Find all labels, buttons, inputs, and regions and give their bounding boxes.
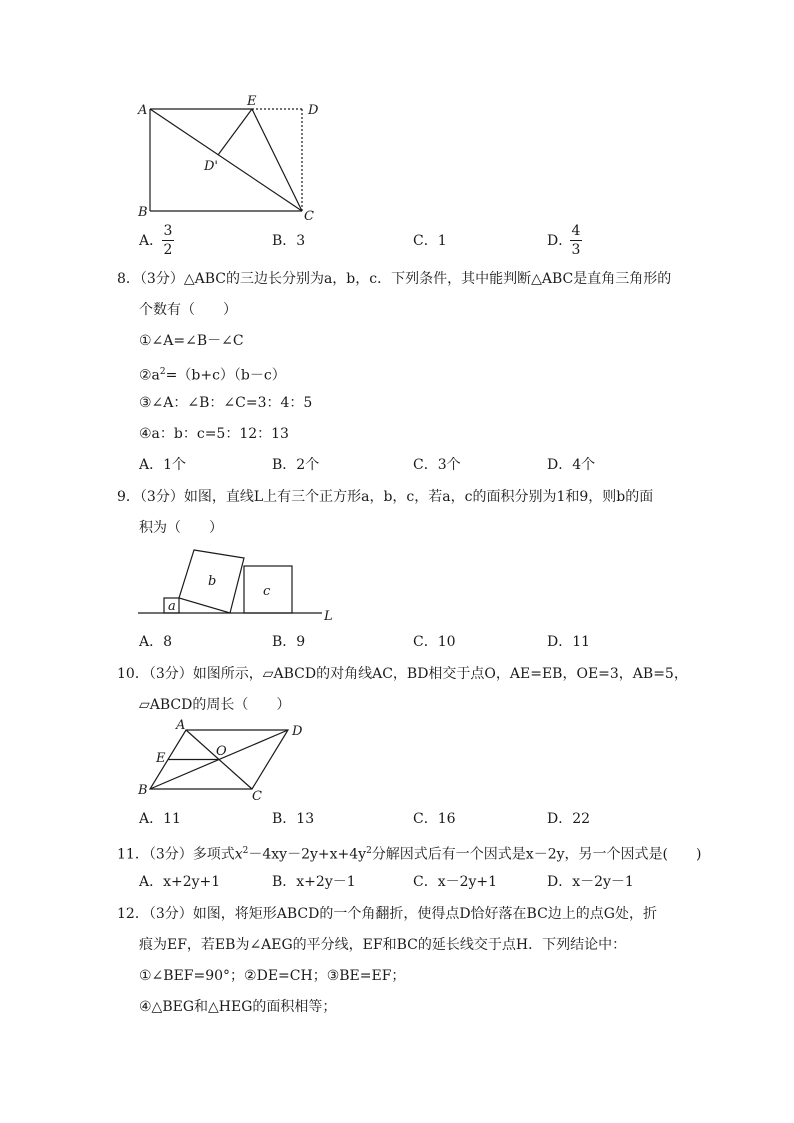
label-E: E	[156, 751, 166, 766]
q12-stem-line3: ①∠BEF=90°；②DE=CH；③BE=EF；	[139, 968, 406, 984]
q8-item-2-sup: 2	[159, 367, 166, 377]
q11-x: x	[234, 846, 243, 863]
label-L: L	[324, 609, 333, 624]
figure-q9-squares-on-line	[130, 540, 350, 630]
q7-option-b[interactable]: B．3	[272, 233, 306, 249]
q9-option-b[interactable]: B．9	[272, 634, 306, 650]
label-B: B	[138, 205, 148, 220]
q8-item-4: ④a：b：c=5：12：13	[139, 426, 289, 442]
q10-stem-line2: ▱ABCD的周长（ ）	[139, 697, 291, 713]
q11-post: 分解因式后有一个因式是x－2y，另一个因式是( )	[371, 846, 702, 863]
label-O: O	[216, 744, 227, 759]
q7-a-numerator: 3	[163, 223, 173, 239]
q7-a-denominator: 2	[163, 242, 173, 258]
q10-stem-line1: 10．（3分）如图所示，▱ABCD的对角线AC，BD相交于点O，AE=EB，OE=3，AB=5，	[117, 666, 688, 682]
q12-stem-line4: ④△BEG和△HEG的面积相等；	[139, 999, 337, 1015]
q9-option-d[interactable]: D．11	[547, 634, 591, 650]
q11-mid: －4xy－2y+x+4y	[248, 846, 367, 863]
q12-stem-line2: 痕为EF，若EB为∠AEG的平分线，EF和BC的延长线交于点H．下列结论中：	[139, 937, 627, 953]
q8-stem-line2: 个数有（ ）	[139, 302, 237, 318]
q7-option-d-fraction	[570, 223, 582, 258]
q8-item-2-a: ②a	[139, 367, 160, 384]
q11-option-a[interactable]: A．x+2y+1	[139, 874, 221, 890]
q7-option-c[interactable]: C．1	[413, 233, 447, 249]
label-D: D	[292, 724, 303, 739]
q8-option-d[interactable]: D．4个	[547, 457, 596, 473]
label-C: C	[304, 209, 314, 224]
q8-item-2	[139, 363, 286, 385]
q11-sup1: 2	[242, 846, 249, 856]
q8-option-a[interactable]: A．1个	[139, 457, 187, 473]
label-E: E	[247, 94, 257, 109]
q7-option-d-prefix: D．	[547, 233, 573, 249]
q9-stem-line2: 积为（ ）	[139, 520, 223, 536]
figure-q10-parallelogram	[130, 716, 320, 806]
label-D: D	[308, 103, 319, 118]
q8-item-3: ③∠A：∠B：∠C=3：4：5	[139, 395, 313, 411]
label-b: b	[208, 574, 217, 589]
label-a: a	[168, 599, 176, 614]
label-A: A	[138, 103, 148, 118]
q10-option-d[interactable]: D．22	[547, 811, 591, 827]
q8-item-2-b: =（b+c）（b－c）	[165, 367, 286, 384]
label-D-prime: D'	[204, 159, 218, 174]
q11-sup2: 2	[366, 846, 372, 856]
q7-option-a-fraction	[162, 223, 174, 258]
figure-q7-rectangle-fold	[130, 92, 330, 228]
q11-stem	[117, 842, 701, 864]
q10-option-a[interactable]: A．11	[139, 811, 181, 827]
q7-option-a-prefix: A．	[139, 233, 164, 249]
label-B: B	[138, 783, 148, 798]
label-c: c	[263, 584, 271, 599]
label-C: C	[252, 789, 262, 804]
q10-option-c[interactable]: C．16	[413, 811, 456, 827]
q7-option-a[interactable]	[139, 232, 163, 250]
q9-option-a[interactable]: A．8	[139, 634, 173, 650]
q7-d-numerator: 4	[571, 223, 581, 239]
q8-item-1: ①∠A=∠B－∠C	[139, 333, 244, 349]
q11-option-d[interactable]: D．x－2y－1	[547, 874, 634, 890]
q10-option-b[interactable]: B．13	[272, 811, 315, 827]
q11-pre: 11．（3分）多项式	[117, 846, 235, 863]
q12-stem-line1: 12．（3分）如图，将矩形ABCD的一个角翻折，使得点D恰好落在BC边上的点G处，折	[117, 906, 657, 922]
q8-stem-line1: 8．（3分）△ABC的三边长分别为a，b，c．下列条件，其中能判断△ABC是直角三角形的	[117, 271, 672, 287]
q7-option-d[interactable]	[547, 232, 572, 250]
q9-option-c[interactable]: C．10	[413, 634, 456, 650]
q11-option-b[interactable]: B．x+2y－1	[272, 874, 356, 890]
q8-option-c[interactable]: C．3个	[413, 457, 461, 473]
q8-option-b[interactable]: B．2个	[272, 457, 320, 473]
q7-d-denominator: 3	[571, 242, 581, 258]
q9-stem-line1: 9．（3分）如图，直线L上有三个正方形a，b，c，若a，c的面积分别为1和9，则b的面	[117, 489, 654, 505]
q11-option-c[interactable]: C．x－2y+1	[413, 874, 498, 890]
label-A: A	[176, 718, 186, 733]
